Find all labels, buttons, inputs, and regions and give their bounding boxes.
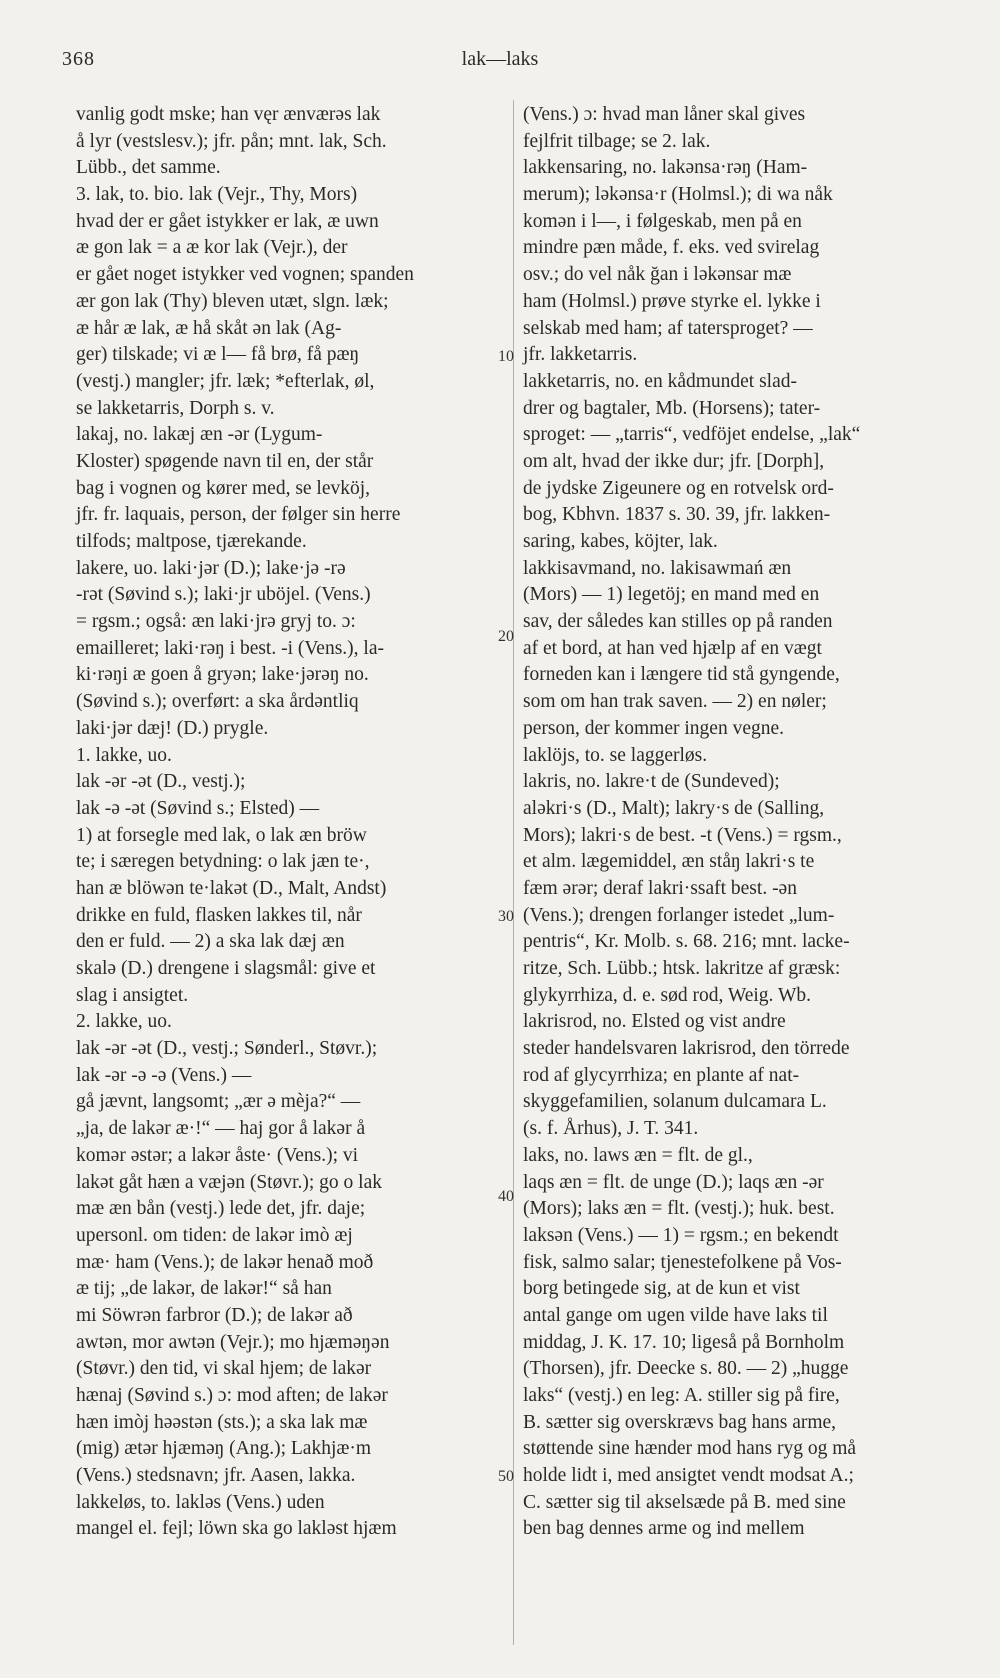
text-line: lak -ər -ət (D., vestj.); — [76, 771, 246, 793]
text-line: -rət (Søvind s.); laki·jr uböjel. (Vens.) — [76, 584, 371, 606]
text-line: den er fuld. — 2) a ska lak dæj æn — [76, 931, 345, 953]
text-line: æ tij; „de lakər, de lakər!“ så han — [76, 1278, 332, 1300]
text-line: mæ æn bån (vestj.) lede det, jfr. daje; — [76, 1198, 366, 1220]
text-line: (Vens.) ɔ: hvad man låner skal gives — [523, 104, 806, 125]
text-line: steder handelsvaren lakrisrod, den törrede — [523, 1038, 850, 1060]
text-line: lakris, no. lakre·t de (Sundeved); — [523, 771, 780, 793]
column-divider — [513, 100, 514, 1645]
text-line: laks, no. laws æn = flt. de gl., — [523, 1144, 753, 1166]
text-line: jfr. lakketarris. — [523, 344, 638, 366]
text-line: fæm ərər; deraf lakri·ssaft best. -ən — [523, 877, 797, 899]
text-line: middag, J. K. 17. 10; ligeså på Bornholm — [523, 1331, 845, 1353]
text-line: (s. f. Århus), J. T. 341. — [523, 1118, 699, 1140]
text-line: (mig) ætər hjæməŋ (Ang.); Lakhjæ·m — [76, 1438, 372, 1460]
text-line: (Vens.) stedsnavn; jfr. Aasen, lakka. — [76, 1465, 356, 1487]
text-line: 2. lakke, uo. — [76, 1011, 172, 1033]
text-line: komən i l—, i følgeskab, men på en — [523, 210, 802, 232]
text-line: merum); ləkənsa·r (Holmsl.); di wa nåk — [523, 184, 833, 206]
text-line: (Støvr.) den tid, vi skal hjem; de lakər — [76, 1358, 372, 1380]
left-column — [76, 102, 506, 1543]
text-line: lakketarris, no. en kådmundet slad- — [523, 370, 797, 392]
text-line: lakkensaring, no. lakənsa·rəŋ (Ham- — [523, 157, 808, 179]
text-line: 1. lakke, uo. — [76, 744, 172, 766]
text-line: (Søvind s.); overført: a ska årdəntliq — [76, 691, 359, 713]
text-line: emailleret; laki·rəŋ i best. -i (Vens.), la- — [76, 637, 384, 659]
text-line: lakere, uo. laki·jər (D.); lake·jə -rə — [76, 557, 346, 579]
text-line: laksən (Vens.) — 1) = rgsm.; en bekendt — [523, 1224, 839, 1246]
line-number: 20 — [498, 628, 514, 645]
line-number: 50 — [498, 1468, 514, 1485]
text-line: af et bord, at han ved hjælp af en vægt — [523, 637, 822, 659]
text-line: hænaj (Søvind s.) ɔ: mod aften; de lakər — [76, 1385, 388, 1406]
text-line: mangel el. fejl; löwn ska go lakləst hjæm — [76, 1518, 397, 1540]
text-line: (Mors); laks æn = flt. (vestj.); huk. best. — [523, 1198, 835, 1220]
text-line: ham (Holmsl.) prøve styrke el. lykke i — [523, 290, 821, 312]
text-line: lak -ər -ə -ə (Vens.) — — [76, 1064, 252, 1086]
text-line: te; i særegen betydning: o lak jæn te·, — [76, 851, 370, 873]
text-line: (Vens.); drengen forlanger istedet „lum- — [523, 904, 835, 926]
text-line: aləkri·s (D., Malt); lakry·s de (Salling, — [523, 797, 825, 819]
text-line: lakkisavmand, no. lakisawmań æn — [523, 557, 792, 579]
text-line: er gået noget istykker ved vognen; spanden — [76, 264, 414, 286]
text-line: laks“ (vestj.) en leg: A. stiller sig på fire, — [523, 1385, 840, 1406]
text-line: drer og bagtaler, Mb. (Horsens); tater- — [523, 397, 821, 419]
text-line: hvad der er gået istykker er lak, æ uwn — [76, 210, 379, 232]
text-line: B. sætter sig overskrævs bag hans arme, — [523, 1411, 837, 1433]
text-line: tilfods; maltpose, tjærekande. — [76, 531, 307, 552]
text-line: æ gon lak = a æ kor lak (Vejr.), der — [76, 237, 348, 259]
text-line: Mors); lakri·s de best. -t (Vens.) = rgsm., — [523, 824, 842, 846]
text-line: ben bag dennes arme og ind mellem — [523, 1518, 805, 1540]
text-line: rod af glycyrrhiza; en plante af nat- — [523, 1064, 800, 1086]
text-line: hæn imòj həəstən (sts.); a ska lak mæ — [76, 1411, 368, 1433]
text-line: lak -ər -ət (D., vestj.; Sønderl., Støvr.); — [76, 1038, 378, 1060]
text-line: pentris“, Kr. Molb. s. 68. 216; mnt. lacke- — [523, 931, 850, 953]
text-line: jfr. fr. laquais, person, der følger sin herre — [76, 504, 401, 526]
text-line: saring, kabes, köjter, lak. — [523, 531, 718, 552]
text-line: bag i vognen og kører med, se levköj, — [76, 477, 371, 499]
page-number: 368 — [62, 48, 95, 70]
text-line: drikke en fuld, flasken lakkes til, når — [76, 904, 362, 926]
text-line: (Mors) — 1) legetöj; en mand med en — [523, 584, 820, 606]
text-line: Kloster) spøgende navn til en, der står — [76, 450, 374, 472]
text-line: mæ· ham (Vens.); de lakər henað moð — [76, 1251, 374, 1273]
text-line: han æ blöwən te·lakət (D., Malt, Andst) — [76, 877, 387, 899]
text-line: mi Söwrən farbror (D.); de lakər að — [76, 1304, 353, 1326]
text-line: selskab med ham; af tatersproget? — — [523, 317, 813, 339]
text-line: om alt, hvad der ikke dur; jfr. [Dorph], — [523, 450, 825, 472]
text-line: C. sætter sig til akselsæde på B. med sine — [523, 1491, 846, 1513]
text-line: = rgsm.; også: æn laki·jrə gryj to. ɔ: — [76, 611, 356, 633]
text-line: ki·rəŋi æ goen å gryən; lake·jərəŋ no. — [76, 664, 369, 686]
text-line: Lübb., det samme. — [76, 157, 221, 179]
text-line: mindre pæn måde, f. eks. ved svirelag — [523, 237, 820, 259]
text-line: person, der kommer ingen vegne. — [523, 717, 785, 739]
text-line: „ja, de lakər æ·!“ — haj gor å lakər å — [76, 1118, 366, 1140]
text-line: æ hår æ lak, æ hå skåt ən lak (Ag- — [76, 317, 342, 339]
text-line: (vestj.) mangler; jfr. læk; *efterlak, øl, — [76, 370, 375, 392]
text-line: lakkeløs, to. lakləs (Vens.) uden — [76, 1491, 325, 1513]
right-column — [523, 102, 963, 1543]
text-line: (Thorsen), jfr. Deecke s. 80. — 2) „hugge — [523, 1358, 849, 1380]
line-number: 40 — [498, 1188, 514, 1205]
text-line: antal gange om ugen vilde have laks til — [523, 1304, 828, 1326]
text-line: lak -ə -ət (Søvind s.; Elsted) — — [76, 797, 320, 819]
text-line: laqs æn = flt. de unge (D.); laqs æn -ər — [523, 1171, 824, 1193]
text-line: glykyrrhiza, d. e. sød rod, Weig. Wb. — [523, 984, 811, 1006]
text-line: laklöjs, to. se laggerløs. — [523, 744, 708, 766]
text-line: skyggefamilien, solanum dulcamara L. — [523, 1091, 827, 1113]
text-line: å lyr (vestslesv.); jfr. pån; mnt. lak, Sch. — [76, 130, 387, 152]
text-line: skalə (D.) drengene i slagsmål: give et — [76, 958, 376, 979]
text-line: sproget: — „tarris“, vedföjet endelse, „lak“ — [523, 424, 861, 446]
text-line: fisk, salmo salar; tjenestefolkene på Vos- — [523, 1251, 842, 1273]
text-line: upersonl. om tiden: de lakər imò æj — [76, 1224, 353, 1246]
text-line: holde lidt i, med ansigtet vendt modsat A.; — [523, 1465, 854, 1487]
text-line: sav, der således kan stilles op på randen — [523, 611, 833, 633]
text-line: vanlig godt mske; han vęr ænværəs lak — [76, 104, 381, 125]
text-line: ær gon lak (Thy) bleven utæt, slgn. læk; — [76, 290, 389, 312]
line-number: 30 — [498, 908, 514, 925]
text-line: ritze, Sch. Lübb.; htsk. lakritze af græsk: — [523, 958, 841, 979]
text-line: støttende sine hænder mod hans ryg og må — [523, 1438, 857, 1460]
text-line: osv.; do vel nåk ğan i ləkənsar mæ — [523, 264, 792, 286]
text-line: forneden kan i længere tid stå gyngende, — [523, 664, 840, 686]
text-line: komər əstər; a lakər åste· (Vens.); vi — [76, 1144, 359, 1166]
text-line: fejlfrit tilbage; se 2. lak. — [523, 130, 711, 152]
text-line: slag i ansigtet. — [76, 984, 189, 1006]
text-line: lakaj, no. lakæj æn -ər (Lygum- — [76, 424, 323, 446]
line-number: 10 — [498, 348, 514, 365]
text-line: et alm. lægemiddel, æn ståŋ lakri·s te — [523, 851, 815, 873]
text-line: se lakketarris, Dorph s. v. — [76, 397, 275, 419]
text-line: 3. lak, to. bio. lak (Vejr., Thy, Mors) — [76, 184, 358, 206]
text-line: bog, Kbhvn. 1837 s. 30. 39, jfr. lakken- — [523, 504, 831, 526]
running-head: lak—laks — [461, 48, 539, 70]
text-line: awtən, mor awtən (Vejr.); mo hjæməŋən — [76, 1331, 390, 1353]
text-line: som om han trak saven. — 2) en nøler; — [523, 691, 827, 713]
text-line: lakət gåt hæn a væjən (Støvr.); go o lak — [76, 1171, 382, 1193]
text-line: laki·jər dæj! (D.) prygle. — [76, 717, 269, 739]
text-line: ger) tilskade; vi æ l— få brø, få pæŋ — [76, 344, 360, 366]
text-line: gå jævnt, langsomt; „ær ə mèja?“ — — [76, 1091, 361, 1113]
text-line: borg betingede sig, at de kun et vist — [523, 1278, 800, 1300]
text-line: 1) at forsegle med lak, o lak æn bröw — [76, 824, 367, 846]
text-line: de jydske Zigeunere og en rotvelsk ord- — [523, 477, 834, 499]
text-line: lakrisrod, no. Elsted og vist andre — [523, 1011, 786, 1033]
